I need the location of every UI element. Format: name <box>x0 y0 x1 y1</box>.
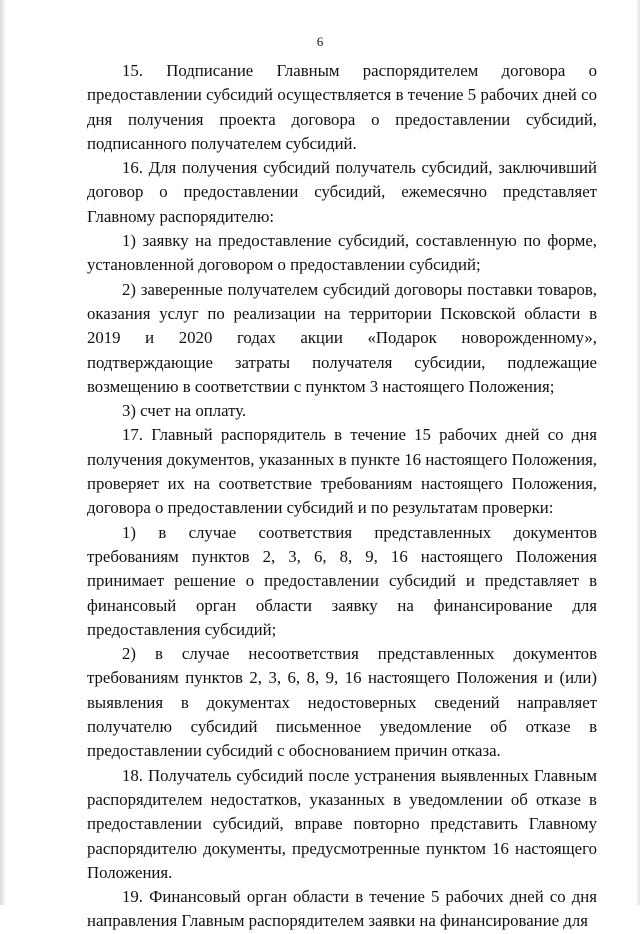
paragraph-16-item-2: 2) заверенные получателем субсидий договоры поставки товаров, оказания услуг по реализации на территории Псковской области в 2019 и 2020 годах акции «Подарок новорожденному», подтверждающие затраты получателя субсидии, подлежащие возмещению в соответствии с пунктом 3 настоящего Положения; <box>87 279 597 396</box>
paragraph-17-item-2: 2) в случае несоответствия представленных документов требованиям пунктов 2, 3, 6, 8, 9, 16 настоящего Положения и (или) выявления в документах недостоверных сведений направляет получателю субсидий письменное уведомление об отказе в предоставлении субсидий с обоснованием причин отказа. <box>87 644 597 761</box>
paragraph-18: 18. Получатель субсидий после устранения выявленных Главным распорядителем недостатков, указанных в уведомлении об отказе в предоставлении субсидий, вправе повторно представить Главному распорядителю документы, предусмотренные пунктом 16 настоящего Положения. <box>87 765 597 882</box>
paragraph-16-item-1: 1) заявку на предоставление субсидий, составленную по форме, установленной договором о предоставлении субсидий; <box>87 231 597 275</box>
paragraph-19: 19. Финансовый орган области в течение 5 рабочих дней со дня направления Главным распорядителем заявки на финансирование для <box>87 887 597 931</box>
scan-edge-right <box>636 0 640 905</box>
paragraph-17-item-1: 1) в случае соответствия представленных документов требованиям пунктов 2, 3, 6, 8, 9, 16 настоящего Положения принимает решение о предоставлении субсидий и представляет в финансовый орган области заявку на финансирование для предоставления субсидий; <box>87 522 597 639</box>
paragraph-17: 17. Главный распорядитель в течение 15 рабочих дней со дня получения документов, указанных в пункте 16 настоящего Положения, проверяет их на соответствие требованиям настоящего Положения, договора о предоставлении субсидий и по результатам проверки: <box>87 425 597 518</box>
document-body <box>87 59 597 934</box>
page-number: 6 <box>316 34 324 49</box>
paragraph-15: 15. Подписание Главным распорядителем договора о предоставлении субсидий осуществляется в течение 5 рабочих дней со дня получения проекта договора о предоставлении субсидий, подписанного получателем субсидий. <box>87 61 597 153</box>
paragraph-16-item-3: 3) счет на оплату. <box>122 401 247 421</box>
paragraph-16: 16. Для получения субсидий получатель субсидий, заключивший договор о предоставлении субсидий, ежемесячно представляет Главному распорядителю: <box>87 158 597 226</box>
scan-edge-left <box>0 0 6 905</box>
